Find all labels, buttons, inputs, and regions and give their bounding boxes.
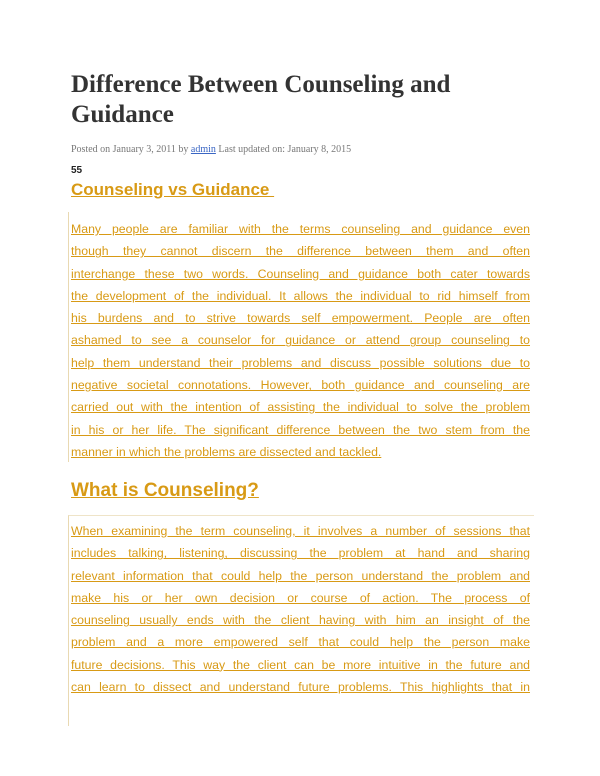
paragraph-2[interactable] bbox=[71, 520, 530, 698]
paragraph-line[interactable]: make his or her own decision or course of action. The process of bbox=[71, 590, 530, 605]
paragraph-line[interactable]: counseling usually ends with the client having with him an insight of the bbox=[71, 613, 530, 628]
page-title: Difference Between Counseling and Guidance bbox=[71, 71, 451, 128]
paragraph-line[interactable]: can learn to dissect and understand future problems. This highlights that in bbox=[71, 680, 530, 695]
paragraph-line[interactable]: his burdens and to strive towards self empowerment. People are often bbox=[71, 311, 530, 326]
paragraph-line[interactable]: though they cannot discern the difference between them and often bbox=[71, 244, 530, 259]
paragraph-line[interactable]: includes talking, listening, discussing the problem at hand and sharing bbox=[71, 546, 530, 561]
heading-what-is-counseling[interactable]: What is Counseling? bbox=[71, 480, 259, 501]
meta-last-updated: Last updated on: January 8, 2015 bbox=[215, 144, 352, 155]
paragraph-line[interactable]: manner in which the problems are dissected and tackled. bbox=[71, 444, 382, 459]
paragraph-line[interactable]: help them understand their problems and discuss possible solutions due to bbox=[71, 355, 530, 370]
paragraph-line[interactable]: interchange these two words. Counseling and guidance both cater towards bbox=[71, 266, 530, 281]
paragraph-line[interactable]: When examining the term counseling, it involves a number of sessions that bbox=[71, 524, 530, 538]
heading-counseling-vs-guidance[interactable]: Counseling vs Guidance bbox=[71, 180, 275, 199]
paragraph-line[interactable]: future decisions. This way the client can be more intuitive in the future and bbox=[71, 657, 530, 672]
paragraph-line[interactable]: the development of the individual. It allows the individual to rid himself from bbox=[71, 288, 530, 303]
paragraph-line[interactable]: negative societal connotations. However, both guidance and counseling are bbox=[71, 378, 530, 393]
paragraph-line[interactable]: carried out with the intention of assisting the individual to solve the problem bbox=[71, 400, 530, 415]
author-link[interactable]: admin bbox=[190, 144, 216, 155]
post-meta bbox=[71, 144, 351, 155]
paragraph-line[interactable]: in his or her life. The significant difference between the two stem from the bbox=[71, 422, 530, 437]
paragraph-line[interactable]: Many people are familiar with the terms counseling and guidance even bbox=[71, 222, 530, 236]
paragraph-line[interactable]: problem and a more empowered self that could help the person make bbox=[71, 635, 530, 650]
paragraph-line[interactable]: ashamed to see a counselor for guidance or attend group counseling to bbox=[71, 333, 530, 348]
paragraph-1[interactable] bbox=[71, 218, 530, 463]
share-count: 55 bbox=[71, 165, 83, 176]
meta-posted-on: Posted on January 3, 2011 by bbox=[71, 144, 191, 155]
paragraph-line[interactable]: relevant information that could help the person understand the problem and bbox=[71, 568, 530, 583]
